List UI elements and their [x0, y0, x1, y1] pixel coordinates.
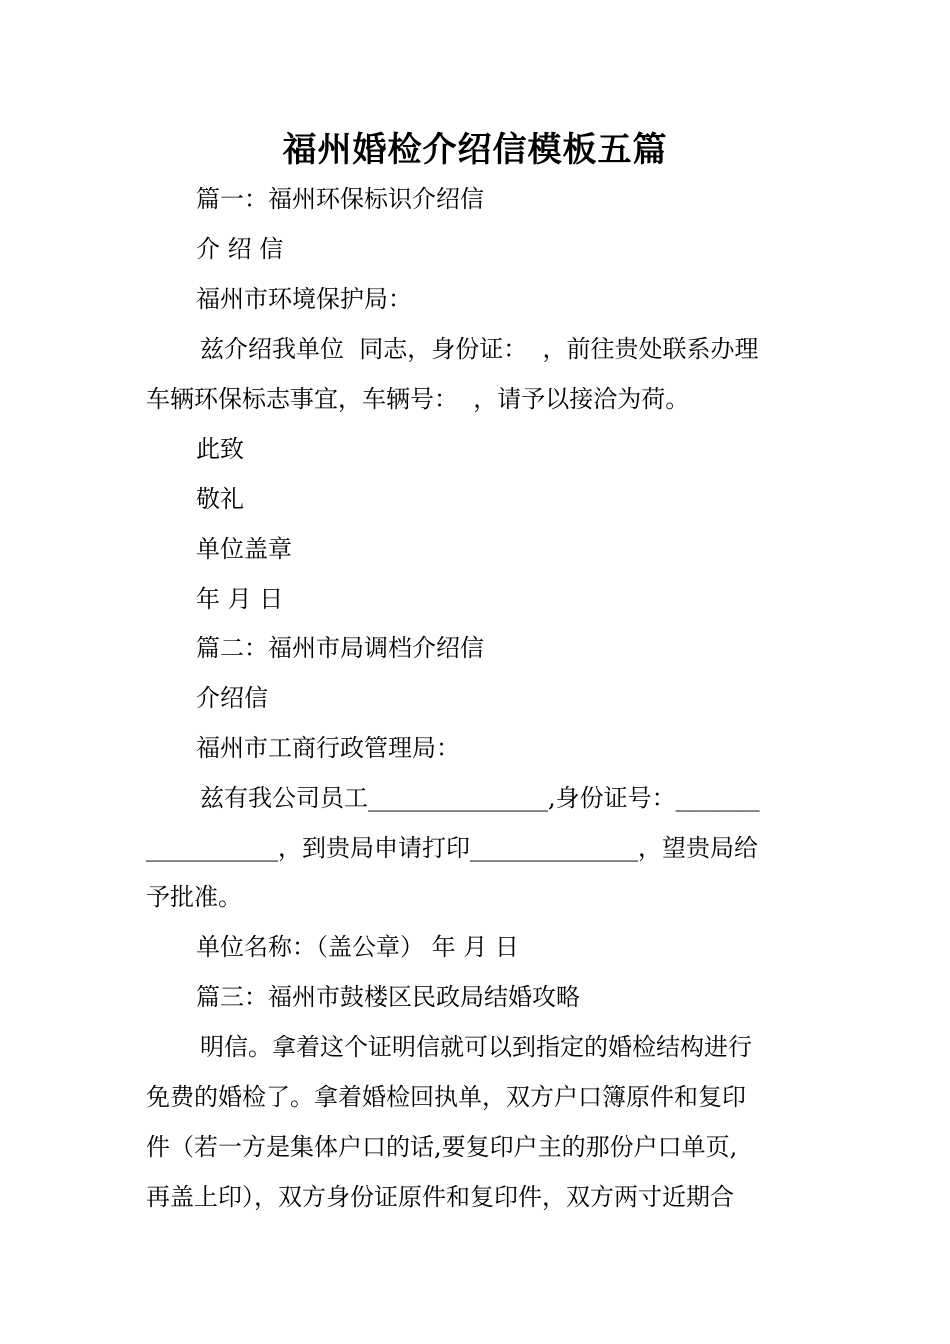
letter-heading-2: 介绍信	[196, 684, 268, 712]
document-title: 福州婚检介绍信模板五篇	[282, 130, 668, 170]
body-text-3d: 再盖上印），双方身份证原件和复印件，双方两寸近期合	[146, 1183, 734, 1211]
closing-salutation: 此致	[196, 435, 244, 463]
recipient-1: 福州市环境保护局：	[196, 285, 412, 313]
section-heading-2: 篇二：福州市局调档介绍信	[196, 634, 484, 662]
body-text-1a: 兹介绍我单位 同志，身份证： ，前往贵处联系办理	[200, 335, 759, 363]
closing-regards: 敬礼	[196, 485, 244, 513]
body-text-1b: 车辆环保标志事宜，车辆号： ，请予以接洽为荷。	[146, 385, 690, 413]
seal-date-line-2: 单位名称：（盖公章） 年 月 日	[196, 933, 519, 961]
body-text-3b: 免费的婚检了。拿着婚检回执单，双方户口簿原件和复印	[146, 1083, 746, 1111]
body-text-2b: ___________，到贵局申请打印______________，望贵局给	[146, 834, 758, 862]
body-text-3c: 件（若一方是集体户口的话,要复印户主的那份户口单页,	[146, 1133, 738, 1161]
seal-line-1: 单位盖章	[196, 535, 292, 563]
body-text-3a: 明信。拿着这个证明信就可以到指定的婚检结构进行	[200, 1033, 752, 1061]
date-line-1: 年 月 日	[196, 585, 284, 613]
body-text-2c: 予批准。	[146, 883, 242, 911]
section-heading-1: 篇一：福州环保标识介绍信	[196, 185, 484, 213]
body-text-2a: 兹有我公司员工_______________,身份证号：_______	[200, 784, 760, 812]
recipient-2: 福州市工商行政管理局：	[196, 734, 460, 762]
letter-heading-1: 介 绍 信	[196, 235, 284, 263]
section-heading-3: 篇三：福州市鼓楼区民政局结婚攻略	[196, 983, 580, 1011]
